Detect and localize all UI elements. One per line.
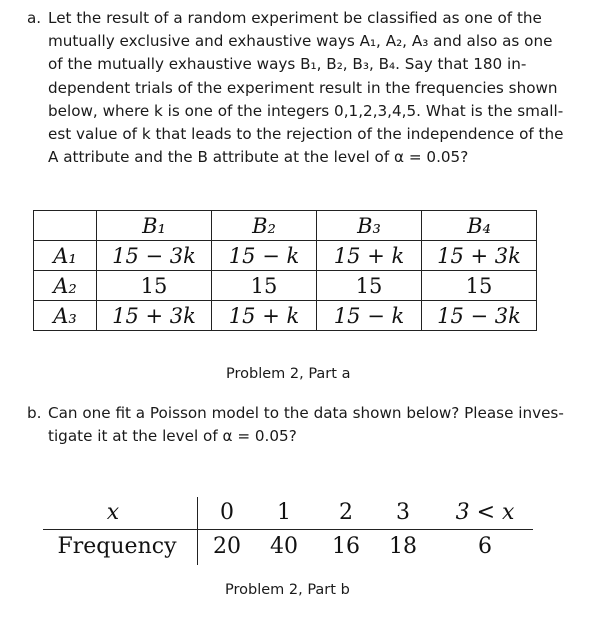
header-cell [34, 211, 97, 241]
frequency-label: Frequency [57, 534, 177, 559]
frequency-value: 40 [270, 534, 298, 559]
x-value: 3 < x [455, 500, 515, 525]
part-a-line: A attribute and the B attribute at the level of α = 0.05? [48, 148, 469, 167]
header-cell: B₁ [97, 211, 212, 241]
part-b-line: Can one fit a Poisson model to the data shown below? Please inves- [48, 404, 564, 422]
part-a-line: mutually exclusive and exhaustive ways A₁, A₂, A₃ and also as one [48, 32, 553, 51]
table-cell: 15 [212, 271, 317, 301]
part-a-line: of the mutually exhaustive ways B₁, B₂, B₃, B₄. Say that 180 in- [48, 55, 527, 74]
part-b-line: tigate it at the level of α = 0.05? [48, 427, 297, 446]
frequency-value: 18 [389, 534, 417, 559]
table-cell: 15 [317, 271, 422, 301]
table-cell: 15 + 3k [97, 301, 212, 331]
frequency-value: 16 [332, 534, 360, 559]
row-label-cell: A₃ [34, 301, 97, 331]
row-label-cell: A₂ [34, 271, 97, 301]
table-cell: 15 + k [212, 301, 317, 331]
header-cell: B₄ [422, 211, 537, 241]
table-cell: 15 [97, 271, 212, 301]
table-row [34, 241, 537, 271]
frequency-value: 6 [478, 534, 492, 559]
problem-part-a [27, 7, 587, 169]
table-cell: 15 − 3k [422, 301, 537, 331]
x-value: 1 [277, 500, 291, 525]
x-label: x [106, 500, 120, 525]
header-cell: B₃ [317, 211, 422, 241]
part-a-line: dependent trials of the experiment result in the frequencies shown [48, 78, 558, 97]
table-cell: 15 − 3k [97, 241, 212, 271]
table-row [34, 271, 537, 301]
part-a-marker: a. [27, 9, 42, 27]
table-cell: 15 + k [317, 241, 422, 271]
table-cell: 15 − k [212, 241, 317, 271]
x-value: 0 [220, 500, 234, 525]
frequency-value: 20 [213, 534, 241, 559]
frequency-table-vrule [197, 497, 198, 565]
table-cell: 15 + 3k [422, 241, 537, 271]
table-b-caption: Problem 2, Part b [225, 582, 350, 598]
x-value: 3 [396, 500, 410, 525]
part-a-line: below, where k is one of the integers 0,1,2,3,4,5. What is the small- [48, 101, 564, 120]
part-a-line: Let the result of a random experiment be classified as one of the [48, 9, 542, 27]
table-cell: 15 − k [317, 301, 422, 331]
problem-part-b [27, 402, 587, 448]
part-a-text [48, 7, 587, 169]
table-cell: 15 [422, 271, 537, 301]
table-row [34, 301, 537, 331]
part-b-text [48, 402, 587, 448]
x-value: 2 [339, 500, 353, 525]
part-a-line: est value of k that leads to the rejection of the independence of the [48, 125, 564, 144]
part-b-marker: b. [27, 404, 42, 422]
table-header-row [34, 211, 537, 241]
table-a-caption: Problem 2, Part a [226, 366, 351, 382]
frequency-table-hrule [43, 529, 533, 530]
row-label-cell: A₁ [34, 241, 97, 271]
contingency-table [33, 210, 537, 331]
header-cell: B₂ [212, 211, 317, 241]
frequency-table [43, 497, 533, 565]
